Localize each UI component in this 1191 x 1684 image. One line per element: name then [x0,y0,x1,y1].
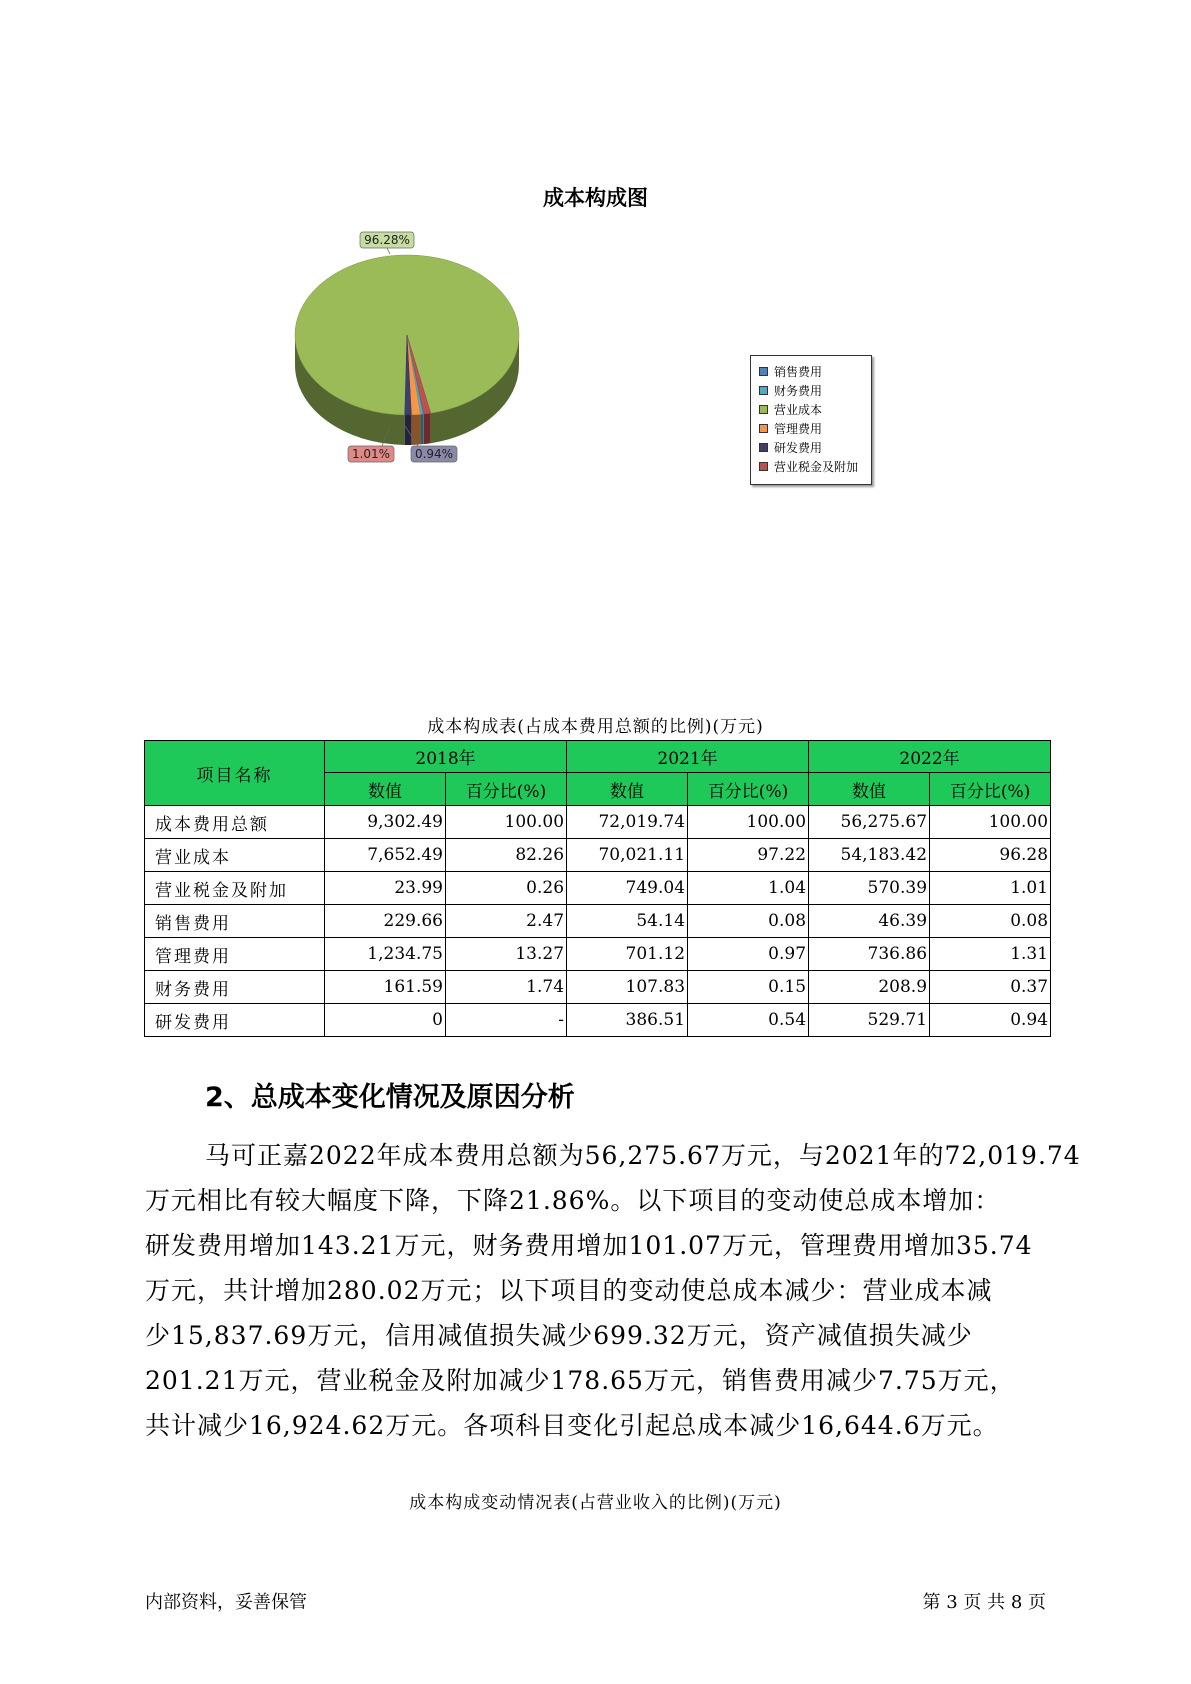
row-label: 管理费用 [145,938,325,971]
header-value: 数值 [809,773,930,806]
cell-value: 529.71 [809,1004,930,1037]
legend-swatch [759,367,768,376]
header-percent: 百分比(%) [930,773,1051,806]
table-caption-2: 成本构成变动情况表(占营业收入的比例)(万元) [409,1493,782,1513]
cell-value: 54,183.42 [809,839,930,872]
cell-value: 0 [325,1004,446,1037]
cell-value: 749.04 [567,872,688,905]
cell-percent: 100.00 [688,806,809,839]
cell-percent: 0.37 [930,971,1051,1004]
header-year: 2022年 [809,741,1051,773]
paragraph-line: 万元，共计增加280.02万元；以下项目的变动使总成本减少：营业成本减 [145,1276,993,1305]
row-label: 研发费用 [145,1004,325,1037]
cell-percent: 1.31 [930,938,1051,971]
chart-legend [750,355,872,485]
cell-value: 1,234.75 [325,938,446,971]
chart-title: 成本构成图 [543,186,648,210]
table-row [145,905,1051,938]
pie-chart [290,230,550,470]
cell-value: 229.66 [325,905,446,938]
cell-percent: 0.54 [688,1004,809,1037]
pie-side-wall [405,415,412,445]
svg-text:96.28%: 96.28% [364,233,410,247]
pie-side-wall [423,414,424,444]
cell-value: 72,019.74 [567,806,688,839]
cell-percent: 0.08 [688,905,809,938]
pie-data-label [360,232,414,248]
table-row [145,938,1051,971]
header-percent: 百分比(%) [688,773,809,806]
svg-text:1.01%: 1.01% [351,447,391,461]
paragraph-line: 马可正嘉2022年成本费用总额为56,275.67万元，与2021年的72,019.74 [205,1141,1081,1170]
legend-swatch [759,424,768,433]
cell-percent: 1.74 [446,971,567,1004]
cell-percent: 13.27 [446,938,567,971]
row-label: 营业成本 [145,839,325,872]
cell-percent: 100.00 [446,806,567,839]
cost-structure-table [144,740,1051,1037]
header-percent: 百分比(%) [446,773,567,806]
cell-percent: 100.00 [930,806,1051,839]
header-year: 2018年 [325,741,567,773]
legend-item [759,362,871,381]
cell-value: 701.12 [567,938,688,971]
legend-swatch [759,462,768,471]
pie-leader-line [387,248,390,254]
cell-percent: 96.28 [930,839,1051,872]
legend-item [759,419,871,438]
legend-label: 管理费用 [774,422,823,436]
legend-swatch [759,386,768,395]
pie-side-wall [411,414,420,445]
table-row [145,872,1051,905]
paragraph-line: 共计减少16,924.62万元。各项科目变化引起总成本减少16,644.6万元。 [145,1411,999,1440]
svg-text:0.94%: 0.94% [414,447,454,461]
table-row [145,806,1051,839]
cell-value: 9,302.49 [325,806,446,839]
cell-percent: 0.26 [446,872,567,905]
header-item-name: 项目名称 [145,741,325,806]
footer-confidential: 内部资料，妥善保管 [145,1592,307,1613]
cell-value: 54.14 [567,905,688,938]
legend-label: 销售费用 [774,365,823,379]
cell-value: 161.59 [325,971,446,1004]
cell-percent: 1.01 [930,872,1051,905]
paragraph-line: 万元相比有较大幅度下降，下降21.86%。以下项目的变动使总成本增加： [145,1186,1001,1215]
cell-value: 56,275.67 [809,806,930,839]
legend-item [759,400,871,419]
cell-percent: 0.08 [930,905,1051,938]
footer-page-number: 第 3 页 共 8 页 [922,1592,1046,1613]
cell-value: 208.9 [809,971,930,1004]
legend-swatch [759,443,768,452]
paragraph-line: 201.21万元，营业税金及附加减少178.65万元，销售费用减少7.75万元， [145,1366,1016,1395]
pie-data-label [411,446,457,462]
row-label: 营业税金及附加 [145,872,325,905]
row-label: 销售费用 [145,905,325,938]
legend-label: 研发费用 [774,441,823,455]
paragraph-line: 少15,837.69万元，信用减值损失减少699.32万元，资产减值损失减少 [145,1321,973,1350]
table-caption: 成本构成表(占成本费用总额的比例)(万元) [427,717,764,737]
table-row [145,839,1051,872]
legend-label: 营业成本 [774,403,823,417]
legend-item [759,457,871,476]
cell-percent: 0.94 [930,1004,1051,1037]
analysis-paragraph [145,1133,1081,1448]
cell-percent: 0.15 [688,971,809,1004]
paragraph-line: 研发费用增加143.21万元，财务费用增加101.07万元，管理费用增加35.74 [145,1231,1033,1260]
legend-label: 营业税金及附加 [774,460,859,474]
legend-swatch [759,405,768,414]
cell-percent: 0.97 [688,938,809,971]
cell-value: 46.39 [809,905,930,938]
cell-value: 736.86 [809,938,930,971]
pie-data-label [348,446,394,462]
cell-value: 107.83 [567,971,688,1004]
pie-side-wall [424,413,431,444]
legend-label: 财务费用 [774,384,823,398]
pie-side-wall [421,414,424,444]
cell-percent: - [446,1004,567,1037]
legend-item [759,438,871,457]
cell-value: 70,021.11 [567,839,688,872]
header-value: 数值 [567,773,688,806]
cell-value: 386.51 [567,1004,688,1037]
row-label: 成本费用总额 [145,806,325,839]
cell-percent: 1.04 [688,872,809,905]
cell-percent: 97.22 [688,839,809,872]
table-row [145,1004,1051,1037]
table-row [145,971,1051,1004]
cell-percent: 82.26 [446,839,567,872]
cell-value: 23.99 [325,872,446,905]
header-year: 2021年 [567,741,809,773]
legend-item [759,381,871,400]
section-heading: 2、总成本变化情况及原因分析 [205,1082,575,1113]
header-value: 数值 [325,773,446,806]
cell-percent: 2.47 [446,905,567,938]
cell-value: 570.39 [809,872,930,905]
cell-value: 7,652.49 [325,839,446,872]
row-label: 财务费用 [145,971,325,1004]
